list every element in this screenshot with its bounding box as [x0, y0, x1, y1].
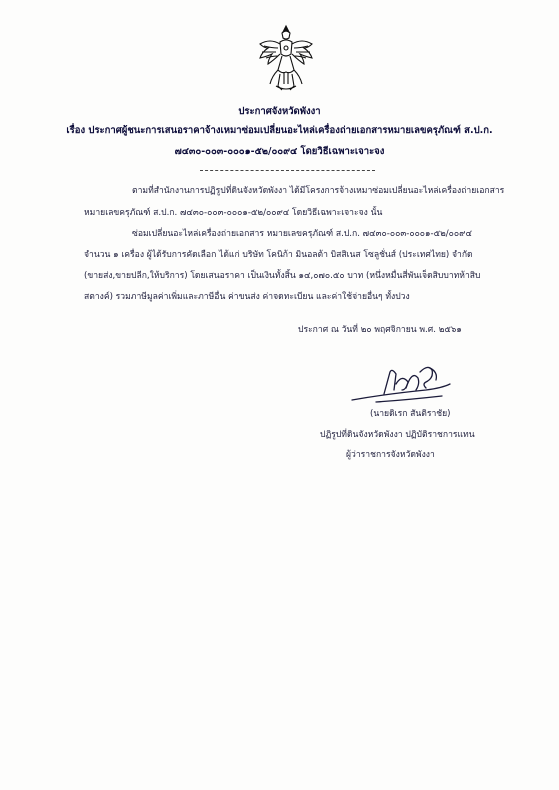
- garuda-emblem-icon: [256, 24, 316, 94]
- paragraph-2-line-2: จำนวน ๑ เครื่อง ผู้ได้รับการคัดเลือก ได้แก่ บริษัท โคนิก้า มินอลต้า บิสสิเนส โซลูชั่นส์ (ประเทศไทย) จำกัด: [84, 250, 473, 260]
- paragraph-1-line-1: ตามที่สำนักงานการปฏิรูปที่ดินจังหวัดพังงา ได้มีโครงการจ้างเหมาซ่อมเปลี่ยนอะไหล่เครื่องถ่ายเอกสาร: [132, 186, 505, 196]
- announcement-date: ประกาศ ณ วันที่ ๒๐ พฤศจิกายน พ.ศ. ๒๕๖๑: [298, 325, 462, 335]
- paragraph-2-line-3: (ขายส่ง,ขายปลีก,ให้บริการ) โดยเสนอราคา เป็นเงินทั้งสิ้น ๑๔,๐๗๐.๕๐ บาท (หนึ่งหมื่นสี่พันเจ็ดสิบบาทห้าสิบ: [84, 271, 481, 281]
- paragraph-1-line-2: หมายเลขครุภัณฑ์ ส.ป.ก. ๗๔๓๐-๐๐๓-๐๐๐๑-๕๒/๐๐๙๔ โดยวิธีเฉพาะเจาะจง นั้น: [84, 208, 383, 218]
- project-number: ๗๔๓๐-๐๐๓-๐๐๐๑-๕๒/๐๐๙๔ โดยวิธีเฉพาะเจาะจง: [174, 146, 385, 157]
- paragraph-2-line-4: สตางค์) รวมภาษีมูลค่าเพิ่มและภาษีอื่น ค่าขนส่ง ค่าจดทะเบียน และค่าใช้จ่ายอื่นๆ ทั้งปวง: [84, 292, 410, 302]
- handwritten-signature: [346, 360, 456, 408]
- document-subject: เรื่อง ประกาศผู้ชนะการเสนอราคาจ้างเหมาซ่อมเปลี่ยนอะไหล่เครื่องถ่ายเอกสารหมายเลขครุภัณฑ์ ส.ป.ก.: [66, 125, 493, 136]
- signatory-position-1: ปฏิรูปที่ดินจังหวัดพังงา ปฏิบัติราชการแทน: [320, 430, 475, 440]
- document-title: ประกาศจังหวัดพังงา: [238, 106, 321, 117]
- paragraph-2-line-1: ซ่อมเปลี่ยนอะไหล่เครื่องถ่ายเอกสาร หมายเลขครุภัณฑ์ ส.ป.ก. ๗๔๓๐-๐๐๓-๐๐๐๑-๕๒/๐๐๙๔: [132, 229, 472, 239]
- title-divider: [200, 170, 375, 171]
- signatory-position-2: ผู้ว่าราชการจังหวัดพังงา: [346, 450, 435, 460]
- signatory-name: (นายดิเรก สันติราชัย): [370, 409, 451, 419]
